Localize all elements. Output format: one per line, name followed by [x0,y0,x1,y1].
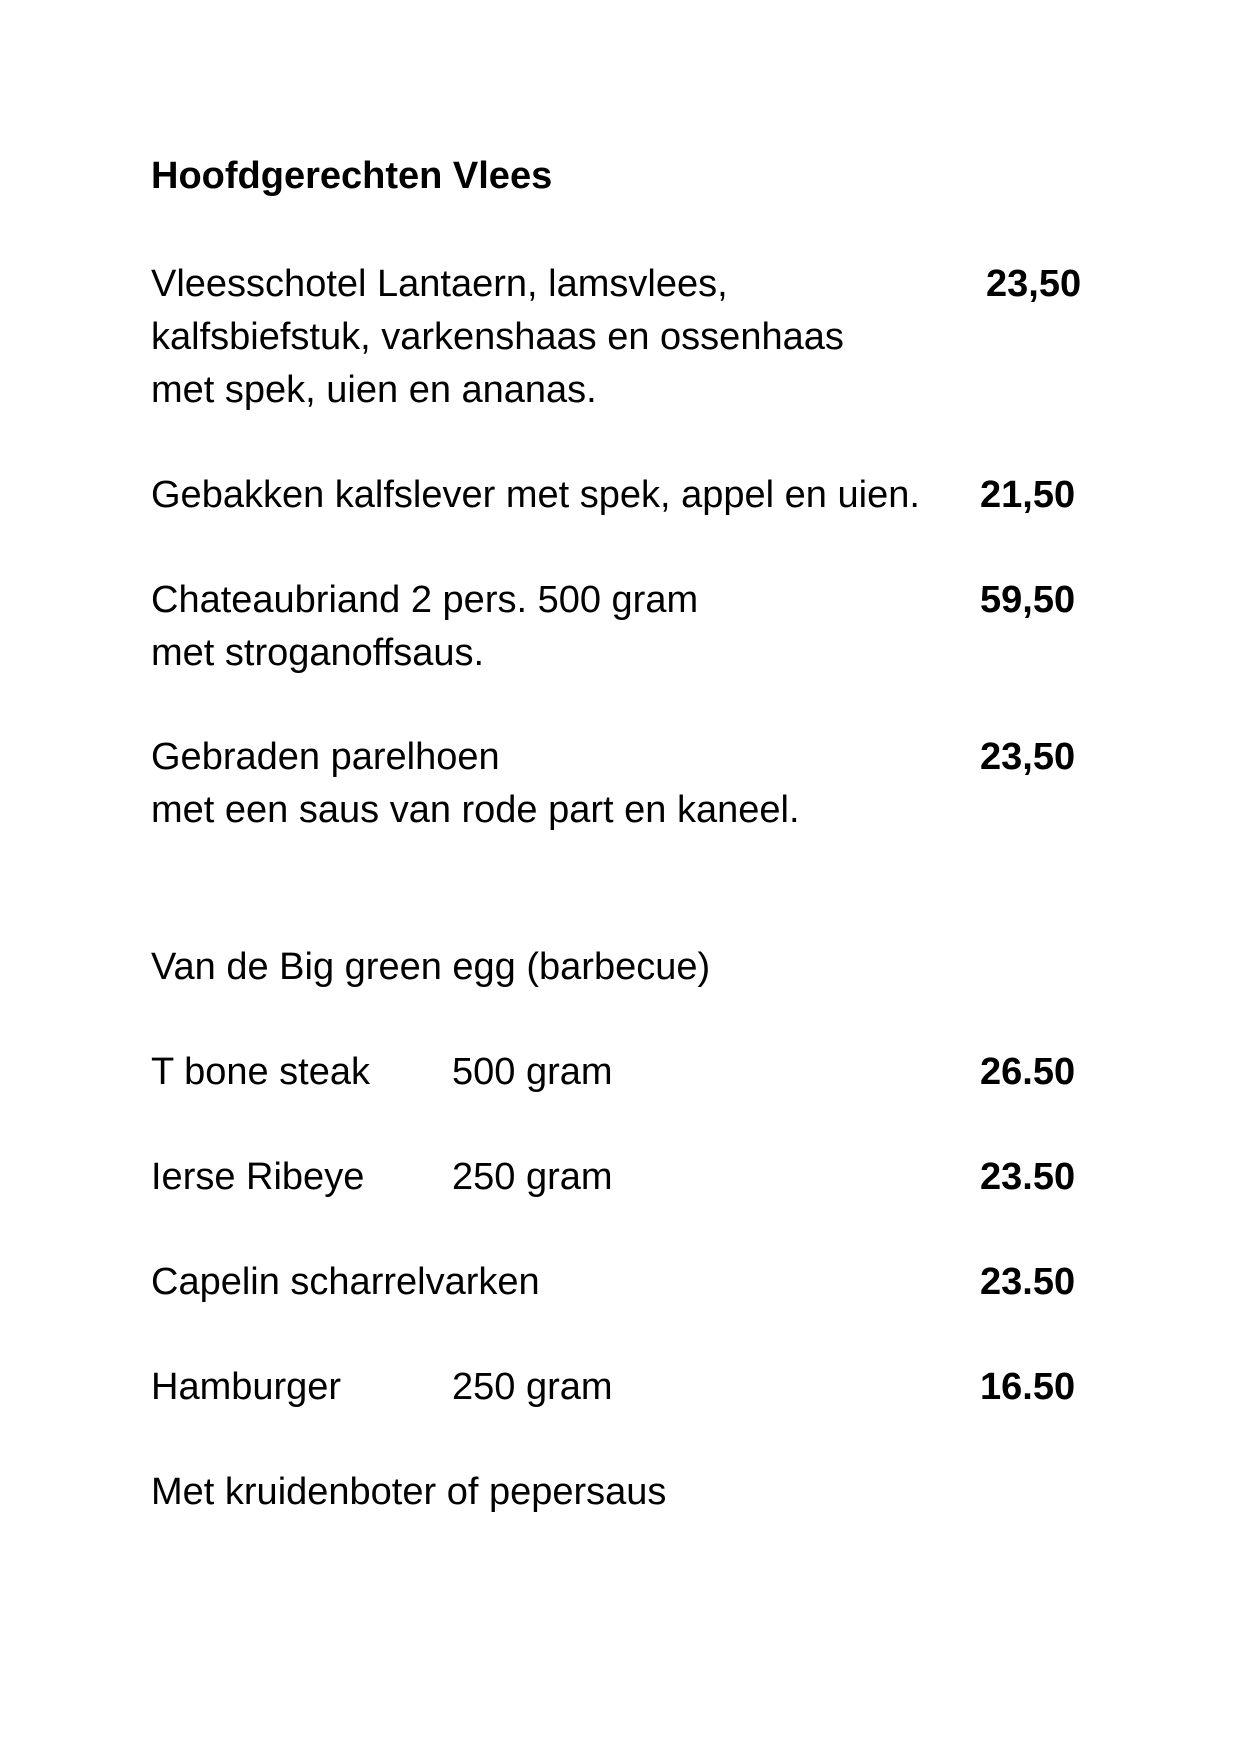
page-title: Hoofdgerechten Vlees [151,155,553,197]
bbq-item-3-name: Capelin scharrelvarken [151,1261,540,1303]
dish-2-line-1: Gebakken kalfslever met spek, appel en uien. [151,474,920,516]
bbq-item-1-weight: 500 gram [452,1051,613,1093]
bbq-item-1-name: T bone steak [151,1051,371,1093]
bbq-item-4-name: Hamburger [151,1366,342,1408]
dish-4-price: 23,50 [980,736,1076,778]
bbq-item-2-price: 23.50 [980,1156,1076,1198]
bbq-item-2-weight: 250 gram [452,1156,613,1198]
bbq-item-2-name: Ierse Ribeye [151,1156,365,1198]
dish-3-line-2: met stroganoffsaus. [151,632,485,674]
bbq-item-3-price: 23.50 [980,1261,1076,1303]
dish-3-price: 59,50 [980,579,1076,621]
dish-3-line-1: Chateaubriand 2 pers. 500 gram [151,579,699,621]
bbq-heading: Van de Big green egg (barbecue) [151,946,711,988]
dish-4-line-1: Gebraden parelhoen [151,736,500,778]
dish-1-line-1: Vleesschotel Lantaern, lamsvlees, [151,263,728,305]
bbq-item-1-price: 26.50 [980,1051,1076,1093]
dish-2-price: 21,50 [980,474,1076,516]
dish-1-price: 23,50 [986,263,1082,305]
dish-1-line-3: met spek, uien en ananas. [151,369,597,411]
dish-4-line-2: met een saus van rode part en kaneel. [151,789,800,831]
bbq-item-4-price: 16.50 [980,1366,1076,1408]
dish-1-line-2: kalfsbiefstuk, varkenshaas en ossenhaas [151,316,844,358]
bbq-item-4-weight: 250 gram [452,1366,613,1408]
bbq-footer-note: Met kruidenboter of pepersaus [151,1471,667,1513]
